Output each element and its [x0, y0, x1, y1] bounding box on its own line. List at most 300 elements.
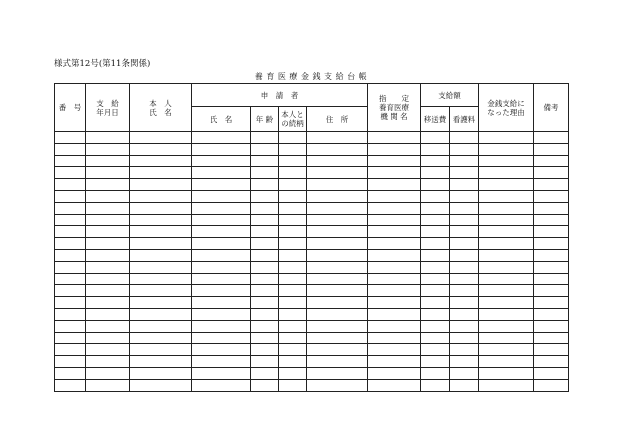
ledger-cell[interactable]	[450, 261, 479, 273]
ledger-cell[interactable]	[130, 285, 192, 297]
ledger-cell[interactable]	[368, 285, 421, 297]
ledger-cell[interactable]	[251, 167, 279, 179]
ledger-cell[interactable]	[307, 249, 368, 261]
ledger-cell[interactable]	[307, 143, 368, 155]
header-applicant: 申 請 者	[192, 84, 368, 107]
ledger-cell[interactable]	[86, 155, 130, 167]
ledger-cell[interactable]	[130, 261, 192, 273]
ledger-row	[55, 379, 569, 391]
ledger-cell[interactable]	[368, 344, 421, 356]
ledger-cell[interactable]	[307, 238, 368, 250]
ledger-cell[interactable]	[55, 344, 86, 356]
ledger-cell[interactable]	[307, 344, 368, 356]
ledger-cell[interactable]	[279, 238, 307, 250]
ledger-cell[interactable]	[279, 214, 307, 226]
ledger-cell[interactable]	[86, 308, 130, 320]
ledger-cell[interactable]	[86, 379, 130, 391]
ledger-cell[interactable]	[279, 202, 307, 214]
ledger-cell[interactable]	[450, 226, 479, 238]
ledger-cell[interactable]	[368, 297, 421, 309]
ledger-cell[interactable]	[421, 132, 450, 144]
ledger-cell[interactable]	[55, 249, 86, 261]
header-applicant-name: 氏 名	[192, 107, 251, 132]
ledger-cell[interactable]	[130, 273, 192, 285]
ledger-cell[interactable]	[534, 367, 569, 379]
ledger-cell[interactable]	[251, 332, 279, 344]
ledger-cell[interactable]	[534, 238, 569, 250]
ledger-cell[interactable]	[368, 226, 421, 238]
ledger-cell[interactable]	[479, 261, 534, 273]
form-reference: 様式第12号(第11条関係)	[54, 59, 151, 69]
ledger-cell[interactable]	[279, 155, 307, 167]
ledger-cell[interactable]	[86, 261, 130, 273]
ledger-cell[interactable]	[279, 273, 307, 285]
ledger-cell[interactable]	[421, 226, 450, 238]
ledger-cell[interactable]	[450, 202, 479, 214]
ledger-cell[interactable]	[86, 179, 130, 191]
ledger-cell[interactable]	[479, 308, 534, 320]
ledger-cell[interactable]	[450, 297, 479, 309]
ledger-cell[interactable]	[307, 226, 368, 238]
ledger-cell[interactable]	[279, 367, 307, 379]
ledger-cell[interactable]	[55, 179, 86, 191]
ledger-cell[interactable]	[479, 179, 534, 191]
ledger-cell[interactable]	[86, 238, 130, 250]
ledger-cell[interactable]	[479, 167, 534, 179]
ledger-cell[interactable]	[279, 190, 307, 202]
ledger-cell[interactable]	[86, 356, 130, 368]
ledger-cell[interactable]	[534, 226, 569, 238]
ledger-cell[interactable]	[368, 214, 421, 226]
ledger-cell[interactable]	[86, 226, 130, 238]
ledger-cell[interactable]	[450, 249, 479, 261]
ledger-cell[interactable]	[130, 308, 192, 320]
ledger-row	[55, 297, 569, 309]
ledger-cell[interactable]	[279, 308, 307, 320]
ledger-cell[interactable]	[192, 132, 251, 144]
ledger-row	[55, 155, 569, 167]
ledger-cell[interactable]	[55, 226, 86, 238]
ledger-cell[interactable]	[450, 356, 479, 368]
ledger-cell[interactable]	[479, 344, 534, 356]
ledger-cell[interactable]	[192, 367, 251, 379]
ledger-cell[interactable]	[479, 202, 534, 214]
ledger-cell[interactable]	[450, 132, 479, 144]
ledger-cell[interactable]	[479, 367, 534, 379]
ledger-cell[interactable]	[421, 249, 450, 261]
ledger-cell[interactable]	[279, 356, 307, 368]
ledger-cell[interactable]	[307, 167, 368, 179]
ledger-cell[interactable]	[86, 344, 130, 356]
header-payment-amount: 支給額	[421, 84, 479, 107]
ledger-cell[interactable]	[279, 379, 307, 391]
header-nursing-fee: 看護料	[450, 107, 479, 132]
ledger-cell[interactable]	[86, 202, 130, 214]
ledger-cell[interactable]	[192, 214, 251, 226]
ledger-cell[interactable]	[368, 132, 421, 144]
header-remarks: 備考	[534, 84, 569, 132]
ledger-cell[interactable]	[479, 379, 534, 391]
ledger-cell[interactable]	[192, 143, 251, 155]
ledger-cell[interactable]	[534, 379, 569, 391]
ledger-cell[interactable]	[307, 297, 368, 309]
ledger-cell[interactable]	[55, 285, 86, 297]
ledger-cell[interactable]	[368, 179, 421, 191]
ledger-cell[interactable]	[55, 308, 86, 320]
ledger-cell[interactable]	[192, 320, 251, 332]
ledger-cell[interactable]	[307, 132, 368, 144]
ledger-cell[interactable]	[307, 285, 368, 297]
ledger-cell[interactable]	[307, 273, 368, 285]
ledger-cell[interactable]	[368, 308, 421, 320]
ledger-cell[interactable]	[450, 214, 479, 226]
ledger-row	[55, 320, 569, 332]
ledger-cell[interactable]	[192, 285, 251, 297]
ledger-cell[interactable]	[251, 367, 279, 379]
ledger-cell[interactable]	[368, 238, 421, 250]
ledger-row	[55, 167, 569, 179]
ledger-row	[55, 261, 569, 273]
ledger-cell[interactable]	[55, 143, 86, 155]
ledger-cell[interactable]	[421, 332, 450, 344]
ledger-cell[interactable]	[450, 308, 479, 320]
ledger-cell[interactable]	[55, 332, 86, 344]
ledger-cell[interactable]	[86, 332, 130, 344]
ledger-cell[interactable]	[421, 143, 450, 155]
ledger-cell[interactable]	[55, 190, 86, 202]
ledger-cell[interactable]	[251, 273, 279, 285]
ledger-cell[interactable]	[192, 379, 251, 391]
ledger-cell[interactable]	[192, 249, 251, 261]
ledger-cell[interactable]	[534, 285, 569, 297]
ledger-cell[interactable]	[251, 190, 279, 202]
ledger-cell[interactable]	[130, 379, 192, 391]
ledger-cell[interactable]	[307, 308, 368, 320]
ledger-cell[interactable]	[421, 273, 450, 285]
ledger-cell[interactable]	[479, 238, 534, 250]
ledger-cell[interactable]	[279, 344, 307, 356]
ledger-cell[interactable]	[279, 285, 307, 297]
ledger-cell[interactable]	[192, 332, 251, 344]
ledger-row	[55, 344, 569, 356]
ledger-cell[interactable]	[86, 214, 130, 226]
ledger-cell[interactable]	[192, 167, 251, 179]
ledger-cell[interactable]	[55, 167, 86, 179]
ledger-cell[interactable]	[368, 202, 421, 214]
ledger-cell[interactable]	[450, 332, 479, 344]
ledger-row	[55, 143, 569, 155]
ledger-cell[interactable]	[130, 167, 192, 179]
ledger-cell[interactable]	[534, 202, 569, 214]
ledger-cell[interactable]	[192, 202, 251, 214]
ledger-cell[interactable]	[251, 379, 279, 391]
ledger-cell[interactable]	[251, 356, 279, 368]
ledger-row	[55, 179, 569, 191]
ledger-cell[interactable]	[55, 356, 86, 368]
ledger-row	[55, 214, 569, 226]
ledger-cell[interactable]	[279, 297, 307, 309]
ledger-cell[interactable]	[421, 261, 450, 273]
ledger-cell[interactable]	[130, 155, 192, 167]
ledger-row	[55, 273, 569, 285]
ledger-cell[interactable]	[192, 356, 251, 368]
ledger-cell[interactable]	[279, 249, 307, 261]
ledger-cell[interactable]	[130, 132, 192, 144]
ledger-cell[interactable]	[307, 155, 368, 167]
ledger-cell[interactable]	[421, 356, 450, 368]
ledger-cell[interactable]	[307, 367, 368, 379]
ledger-cell[interactable]	[55, 297, 86, 309]
ledger-cell[interactable]	[307, 332, 368, 344]
ledger-cell[interactable]	[479, 249, 534, 261]
ledger-cell[interactable]	[251, 143, 279, 155]
ledger-cell[interactable]	[450, 190, 479, 202]
ledger-row	[55, 356, 569, 368]
ledger-cell[interactable]	[307, 179, 368, 191]
ledger-row	[55, 332, 569, 344]
ledger-cell[interactable]	[479, 356, 534, 368]
document-title: 養 育 医 療 金 銭 支 給 台 帳	[254, 72, 368, 81]
ledger-cell[interactable]	[86, 143, 130, 155]
ledger-cell[interactable]	[130, 190, 192, 202]
ledger-cell[interactable]	[55, 273, 86, 285]
ledger-cell[interactable]	[534, 132, 569, 144]
ledger-cell[interactable]	[534, 344, 569, 356]
ledger-cell[interactable]	[534, 249, 569, 261]
ledger-cell[interactable]	[421, 320, 450, 332]
ledger-cell[interactable]	[130, 143, 192, 155]
ledger-cell[interactable]	[368, 143, 421, 155]
ledger-cell[interactable]	[130, 249, 192, 261]
ledger-cell[interactable]	[55, 320, 86, 332]
ledger-cell[interactable]	[130, 238, 192, 250]
ledger-cell[interactable]	[307, 214, 368, 226]
ledger-cell[interactable]	[479, 273, 534, 285]
ledger-cell[interactable]	[421, 238, 450, 250]
ledger-row	[55, 190, 569, 202]
ledger-cell[interactable]	[450, 320, 479, 332]
ledger-cell[interactable]	[279, 226, 307, 238]
ledger-row	[55, 308, 569, 320]
ledger-cell[interactable]	[421, 155, 450, 167]
ledger-cell[interactable]	[192, 226, 251, 238]
ledger-cell[interactable]	[251, 320, 279, 332]
ledger-cell[interactable]	[450, 273, 479, 285]
ledger-cell[interactable]	[192, 308, 251, 320]
ledger-cell[interactable]	[421, 190, 450, 202]
ledger-cell[interactable]	[450, 285, 479, 297]
ledger-cell[interactable]	[251, 249, 279, 261]
ledger-cell[interactable]	[55, 214, 86, 226]
ledger-cell[interactable]	[55, 202, 86, 214]
ledger-cell[interactable]	[251, 226, 279, 238]
ledger-cell[interactable]	[279, 261, 307, 273]
header-payment-date: 支 給 年月日	[86, 84, 130, 132]
ledger-cell[interactable]	[192, 238, 251, 250]
header-reason: 金銭支給に なった理由	[479, 84, 534, 132]
ledger-cell[interactable]	[86, 249, 130, 261]
ledger-cell[interactable]	[192, 190, 251, 202]
ledger-cell[interactable]	[251, 285, 279, 297]
ledger-cell[interactable]	[55, 132, 86, 144]
ledger-cell[interactable]	[192, 261, 251, 273]
ledger-cell[interactable]	[55, 367, 86, 379]
ledger-cell[interactable]	[251, 344, 279, 356]
header-transport-cost: 移送費	[421, 107, 450, 132]
ledger-cell[interactable]	[307, 190, 368, 202]
ledger-cell[interactable]	[192, 179, 251, 191]
ledger-cell[interactable]	[368, 379, 421, 391]
ledger-cell[interactable]	[86, 132, 130, 144]
ledger-cell[interactable]	[479, 155, 534, 167]
ledger-cell[interactable]	[55, 261, 86, 273]
ledger-cell[interactable]	[421, 214, 450, 226]
ledger-cell[interactable]	[251, 179, 279, 191]
ledger-cell[interactable]	[130, 320, 192, 332]
ledger-cell[interactable]	[450, 367, 479, 379]
ledger-cell[interactable]	[534, 167, 569, 179]
ledger-cell[interactable]	[130, 297, 192, 309]
ledger-row	[55, 367, 569, 379]
ledger-cell[interactable]	[450, 155, 479, 167]
ledger-cell[interactable]	[251, 261, 279, 273]
ledger-cell[interactable]	[307, 356, 368, 368]
ledger-cell[interactable]	[479, 143, 534, 155]
ledger-cell[interactable]	[130, 332, 192, 344]
ledger-cell[interactable]	[86, 320, 130, 332]
ledger-cell[interactable]	[368, 367, 421, 379]
ledger-cell[interactable]	[421, 167, 450, 179]
ledger-cell[interactable]	[534, 273, 569, 285]
ledger-cell[interactable]	[534, 179, 569, 191]
ledger-cell[interactable]	[130, 179, 192, 191]
ledger-cell[interactable]	[479, 297, 534, 309]
header-number: 番 号	[55, 84, 86, 132]
ledger-cell[interactable]	[251, 308, 279, 320]
ledger-cell[interactable]	[86, 190, 130, 202]
ledger-cell[interactable]	[450, 167, 479, 179]
ledger-cell[interactable]	[368, 320, 421, 332]
ledger-cell[interactable]	[421, 179, 450, 191]
ledger-cell[interactable]	[368, 249, 421, 261]
ledger-cell[interactable]	[130, 214, 192, 226]
ledger-cell[interactable]	[130, 367, 192, 379]
ledger-cell[interactable]	[251, 238, 279, 250]
ledger-cell[interactable]	[450, 379, 479, 391]
ledger-row	[55, 202, 569, 214]
ledger-cell[interactable]	[251, 214, 279, 226]
ledger-cell[interactable]	[421, 344, 450, 356]
ledger-row	[55, 238, 569, 250]
ledger-cell[interactable]	[450, 344, 479, 356]
ledger-cell[interactable]	[55, 379, 86, 391]
ledger-cell[interactable]	[279, 320, 307, 332]
ledger-table	[54, 83, 569, 392]
ledger-cell[interactable]	[55, 155, 86, 167]
ledger-cell[interactable]	[368, 261, 421, 273]
ledger-cell[interactable]	[368, 332, 421, 344]
ledger-cell[interactable]	[479, 320, 534, 332]
ledger-cell[interactable]	[130, 202, 192, 214]
ledger-cell[interactable]	[251, 297, 279, 309]
ledger-cell[interactable]	[55, 238, 86, 250]
ledger-cell[interactable]	[86, 285, 130, 297]
ledger-cell[interactable]	[192, 344, 251, 356]
ledger-cell[interactable]	[368, 167, 421, 179]
ledger-cell[interactable]	[307, 379, 368, 391]
ledger-cell[interactable]	[279, 143, 307, 155]
ledger-cell[interactable]	[534, 190, 569, 202]
ledger-cell[interactable]	[479, 332, 534, 344]
ledger-cell[interactable]	[534, 332, 569, 344]
ledger-cell[interactable]	[279, 167, 307, 179]
ledger-cell[interactable]	[479, 285, 534, 297]
ledger-cell[interactable]	[130, 344, 192, 356]
ledger-cell[interactable]	[534, 356, 569, 368]
ledger-cell[interactable]	[534, 308, 569, 320]
ledger-cell[interactable]	[192, 297, 251, 309]
ledger-cell[interactable]	[86, 297, 130, 309]
ledger-cell[interactable]	[479, 190, 534, 202]
ledger-cell[interactable]	[192, 273, 251, 285]
ledger-cell[interactable]	[421, 202, 450, 214]
ledger-cell[interactable]	[368, 356, 421, 368]
ledger-cell[interactable]	[279, 132, 307, 144]
ledger-cell[interactable]	[192, 155, 251, 167]
ledger-cell[interactable]	[450, 238, 479, 250]
ledger-cell[interactable]	[421, 308, 450, 320]
ledger-cell[interactable]	[279, 179, 307, 191]
ledger-cell[interactable]	[421, 367, 450, 379]
ledger-cell[interactable]	[534, 143, 569, 155]
ledger-cell[interactable]	[421, 297, 450, 309]
ledger-cell[interactable]	[86, 167, 130, 179]
ledger-cell[interactable]	[479, 214, 534, 226]
ledger-cell[interactable]	[479, 226, 534, 238]
ledger-cell[interactable]	[534, 320, 569, 332]
ledger-cell[interactable]	[421, 379, 450, 391]
ledger-cell[interactable]	[307, 320, 368, 332]
ledger-cell[interactable]	[534, 214, 569, 226]
ledger-cell[interactable]	[86, 367, 130, 379]
header-institution: 指 定 養育医療 機 関 名	[368, 84, 421, 132]
ledger-cell[interactable]	[279, 332, 307, 344]
ledger-cell[interactable]	[251, 132, 279, 144]
ledger-cell[interactable]	[251, 202, 279, 214]
ledger-cell[interactable]	[86, 273, 130, 285]
ledger-cell[interactable]	[307, 202, 368, 214]
header-relationship: 本人と の続柄	[279, 107, 307, 132]
ledger-cell[interactable]	[368, 155, 421, 167]
ledger-cell[interactable]	[130, 356, 192, 368]
ledger-cell[interactable]	[421, 285, 450, 297]
ledger-cell[interactable]	[251, 155, 279, 167]
ledger-cell[interactable]	[450, 143, 479, 155]
ledger-cell[interactable]	[534, 155, 569, 167]
ledger-row	[55, 249, 569, 261]
ledger-row	[55, 132, 569, 144]
ledger-cell[interactable]	[307, 261, 368, 273]
ledger-cell[interactable]	[534, 261, 569, 273]
ledger-row	[55, 285, 569, 297]
ledger-cell[interactable]	[368, 273, 421, 285]
ledger-cell[interactable]	[130, 226, 192, 238]
ledger-cell[interactable]	[534, 297, 569, 309]
header-address: 住 所	[307, 107, 368, 132]
ledger-cell[interactable]	[479, 132, 534, 144]
ledger-cell[interactable]	[368, 190, 421, 202]
ledger-cell[interactable]	[450, 179, 479, 191]
